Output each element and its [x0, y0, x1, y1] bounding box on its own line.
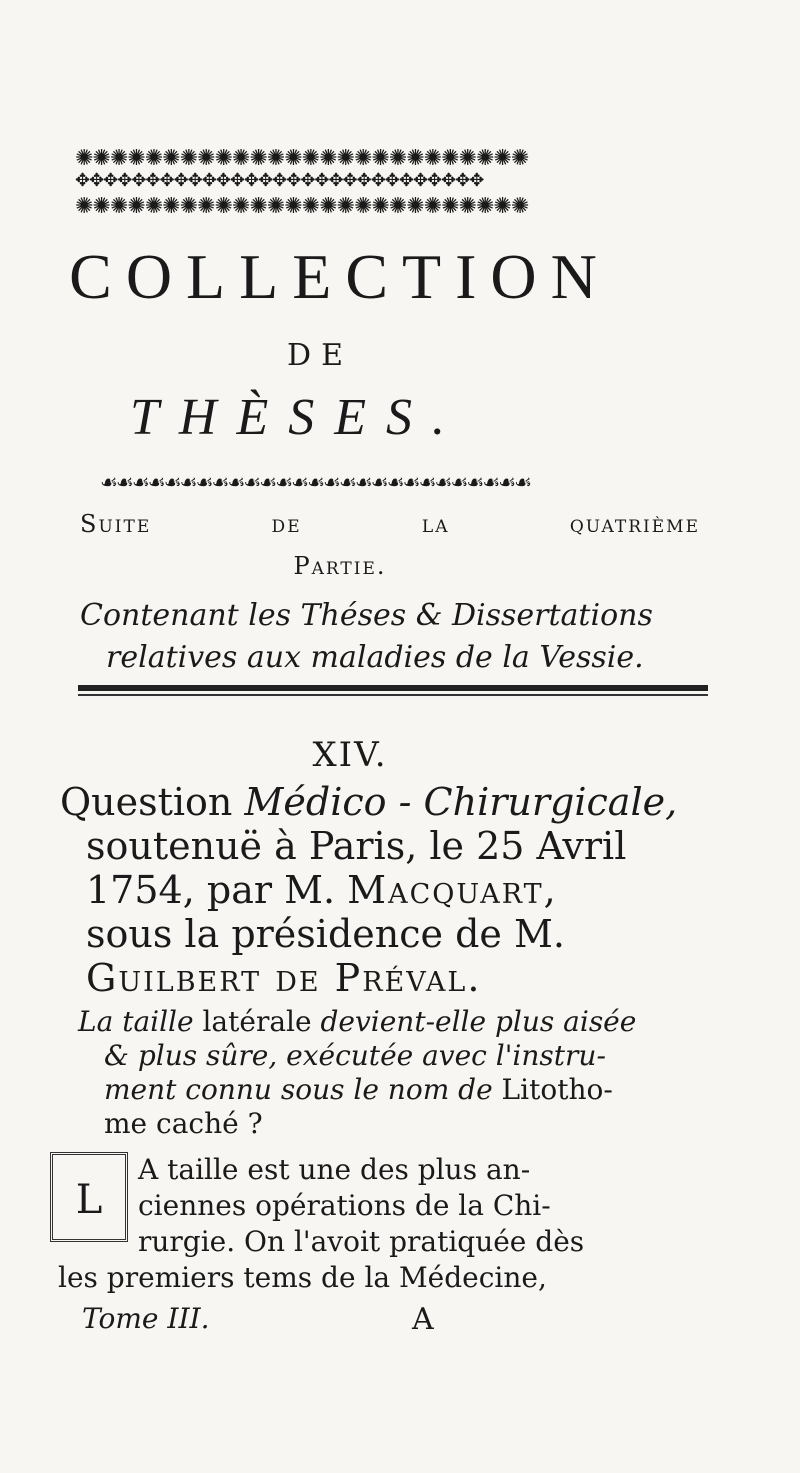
body-line-1: A taille est une des plus an- [138, 1153, 531, 1186]
thesis-subject [78, 1005, 738, 1141]
question-line-2: soutenuë à Paris, le 25 Avril [86, 824, 627, 868]
contenant-line-2: relatives aux maladies de la Vessie. [106, 640, 644, 675]
title-de: DE [287, 338, 353, 373]
ornament-band-top: ✺✺✺✺✺✺✺✺✺✺✺✺✺✺✺✺✺✺✺✺✺✺✺✺✺✺ [75, 148, 529, 170]
thin-rule [78, 694, 708, 696]
drop-cap: L [50, 1152, 128, 1242]
body-line-4: les premiers tems de la Médecine, [58, 1261, 547, 1294]
ornament-band-bottom: ✺✺✺✺✺✺✺✺✺✺✺✺✺✺✺✺✺✺✺✺✺✺✺✺✺✺ [75, 196, 529, 218]
title-theses: THÈSES. [130, 389, 465, 446]
tome-label: Tome III. [82, 1302, 210, 1335]
question-line-1: Question Médico - Chirurgicale, [60, 780, 678, 824]
body-paragraph [48, 1152, 748, 1296]
ornament-band-middle: ✥✥✥✥✥✥✥✥✥✥✥✥✥✥✥✥✥✥✥✥✥✥✥✥✥✥✥✥✥ [75, 172, 484, 190]
subtitle-suite: Suite de la quatrième [80, 510, 700, 538]
subject-line-1: La taille latérale devient-elle plus aisée [78, 1005, 637, 1038]
title-collection: COLLECTION [69, 241, 611, 312]
subtitle-contenant [80, 595, 700, 679]
question-line-4: sous la présidence de M. [86, 912, 565, 956]
question-line-3: 1754, par M. Macquart, [86, 868, 558, 912]
subject-line-2: & plus sûre, exécutée avec l'instru- [104, 1039, 606, 1072]
question-line-5: Guilbert de Préval. [86, 956, 482, 1000]
contenant-line-1: Contenant les Théses & Dissertations [80, 598, 653, 633]
thick-rule [78, 685, 708, 691]
subject-line-3: ment connu sous le nom de Litotho- [104, 1073, 613, 1106]
section-number: XIV. [312, 735, 388, 775]
body-line-3: rurgie. On l'avoit pratiquée dès [138, 1225, 585, 1258]
signature-mark: A [412, 1302, 434, 1337]
subtitle-partie: Partie. [293, 552, 387, 580]
body-line-2: ciennes opérations de la Chi- [138, 1189, 551, 1222]
question-heading [60, 780, 740, 1000]
fleuron-row: ☙☙☙☙☙☙☙☙☙☙☙☙☙☙☙☙☙☙☙☙☙☙☙☙☙☙☙ [100, 470, 531, 494]
subject-line-4: me caché ? [104, 1107, 263, 1140]
